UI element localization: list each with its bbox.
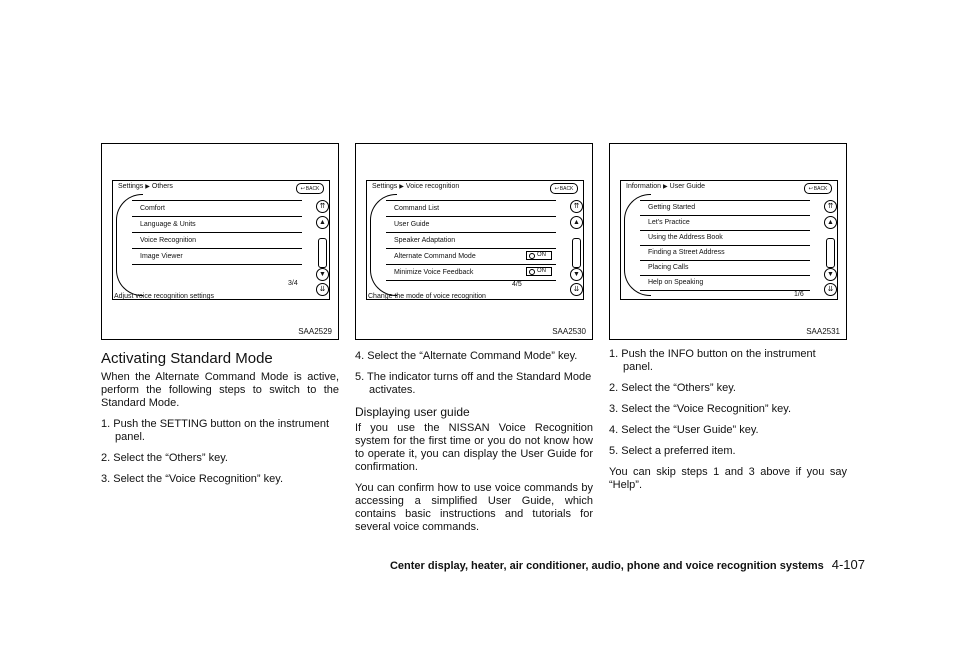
page-up-icon: ⇈ <box>316 200 329 213</box>
scroll-controls <box>568 194 586 294</box>
step: 2. Select the “Others” key. <box>609 382 736 394</box>
section-heading: Activating Standard Mode <box>101 350 273 367</box>
scroll-bar <box>318 238 327 268</box>
page-indicator: 1/6 <box>794 291 804 298</box>
step: 5. The indicator turns off and the Standard Mode activates. <box>355 371 592 396</box>
page-down-icon: ⇊ <box>316 283 329 296</box>
triangle-right-icon: ▶ <box>399 184 404 190</box>
page-up-icon: ⇈ <box>570 200 583 213</box>
indicator-dot-icon <box>529 269 535 275</box>
screen-footer: Adjust voice recognition settings <box>114 293 214 300</box>
step: 2. Select the “Others” key. <box>101 452 228 464</box>
menu-item: Let's Practice <box>640 216 810 231</box>
menu-item-minimize <box>386 265 556 281</box>
figure-code: SAA2531 <box>806 327 840 336</box>
page-number: 4-107 <box>831 557 865 572</box>
menu-item-alternate <box>386 249 556 265</box>
scroll-up-icon: ▲ <box>824 216 837 229</box>
back-button <box>550 183 578 194</box>
back-button <box>296 183 324 194</box>
page-down-icon: ⇊ <box>570 283 583 296</box>
back-arrow-icon: ↩ <box>554 185 559 192</box>
on-label: ON <box>537 268 546 274</box>
figure-voice-recognition <box>355 143 593 340</box>
page-indicator: 4/5 <box>512 281 522 288</box>
back-label: BACK <box>813 185 828 192</box>
scroll-down-icon: ▼ <box>570 268 583 281</box>
breadcrumb-current: Others <box>151 183 173 190</box>
step: 1. Push the INFO button on the instrument panel. <box>609 348 816 373</box>
menu-item: User Guide <box>386 217 556 233</box>
scroll-controls <box>314 194 332 294</box>
scroll-up-icon: ▲ <box>570 216 583 229</box>
step: 4. Select the “User Guide” key. <box>609 424 759 436</box>
menu-item: Getting Started <box>640 200 810 216</box>
menu-item: Placing Calls <box>640 261 810 276</box>
step: 5. Select a preferred item. <box>609 445 736 457</box>
figure-code: SAA2529 <box>298 327 332 336</box>
back-label: BACK <box>305 185 320 192</box>
page-up-icon: ⇈ <box>824 200 837 213</box>
section-title: Center display, heater, air conditioner, audio, phone and voice recognition systems <box>389 560 824 572</box>
figure-code: SAA2530 <box>552 327 586 336</box>
menu-item: Voice Recognition <box>132 233 302 249</box>
menu-item: Speaker Adaptation <box>386 233 556 249</box>
menu-item: Using the Address Book <box>640 231 810 246</box>
on-indicator <box>526 251 552 260</box>
paragraph: If you use the NISSAN Voice Recognition system for the first time or you do not know how to operate it, you can display the User Guide for confirmation. <box>355 422 593 473</box>
menu-item: Language & Units <box>132 217 302 233</box>
step: 4. Select the “Alternate Command Mode” key. <box>355 350 578 362</box>
back-label: BACK <box>559 185 574 192</box>
section-heading: Displaying user guide <box>355 405 470 419</box>
on-label: ON <box>537 252 546 258</box>
page-indicator: 3/4 <box>288 280 298 287</box>
scroll-down-icon: ▼ <box>824 268 837 281</box>
breadcrumb-current: Voice recognition <box>405 183 460 190</box>
on-indicator <box>526 267 552 276</box>
page-footer <box>390 557 865 572</box>
step: 3. Select the “Voice Recognition” key. <box>101 473 284 485</box>
note-paragraph: You can skip steps 1 and 3 above if you say “Help”. <box>609 466 847 491</box>
scroll-up-icon: ▲ <box>316 216 329 229</box>
breadcrumb-parent: Information <box>626 183 662 190</box>
breadcrumb <box>626 183 705 190</box>
figure-user-guide <box>609 143 847 340</box>
triangle-right-icon: ▶ <box>663 184 668 190</box>
scroll-down-icon: ▼ <box>316 268 329 281</box>
breadcrumb-parent: Settings <box>118 183 144 190</box>
menu-item: Help on Speaking <box>640 276 810 291</box>
breadcrumb <box>372 183 459 190</box>
column-3 <box>609 143 847 500</box>
step: 1. Push the SETTING button on the instrument panel. <box>101 418 330 443</box>
column-2 <box>355 143 593 542</box>
back-arrow-icon: ↩ <box>300 185 305 192</box>
scroll-bar <box>826 238 835 268</box>
column-1 <box>101 143 339 494</box>
screen-footer: Change the mode of voice recognition <box>368 293 486 300</box>
page-down-icon: ⇊ <box>824 283 837 296</box>
menu-list <box>386 200 556 281</box>
breadcrumb <box>118 183 173 190</box>
figure-settings-others <box>101 143 339 340</box>
back-arrow-icon: ↩ <box>808 185 813 192</box>
back-button <box>804 183 832 194</box>
intro-paragraph: When the Alternate Command Mode is active, perform the following steps to switch to the Standard Mode. <box>101 371 339 409</box>
menu-item: Comfort <box>132 200 302 217</box>
scroll-controls <box>822 194 840 294</box>
breadcrumb-parent: Settings <box>372 183 398 190</box>
step: 3. Select the “Voice Recognition” key. <box>609 403 792 415</box>
menu-item-label: Alternate Command Mode <box>394 253 476 260</box>
menu-item-label: Minimize Voice Feedback <box>394 269 474 276</box>
menu-item: Command List <box>386 200 556 217</box>
indicator-dot-icon <box>529 253 535 259</box>
triangle-right-icon: ▶ <box>145 184 150 190</box>
menu-list <box>640 200 810 291</box>
breadcrumb-current: User Guide <box>669 183 706 190</box>
menu-item: Finding a Street Address <box>640 246 810 261</box>
menu-item: Image Viewer <box>132 249 302 265</box>
paragraph: You can confirm how to use voice commands by accessing a simplified User Guide, which contains basic instructions and tutorials for several voice commands. <box>355 482 593 533</box>
scroll-bar <box>572 238 581 268</box>
menu-list <box>132 200 302 265</box>
